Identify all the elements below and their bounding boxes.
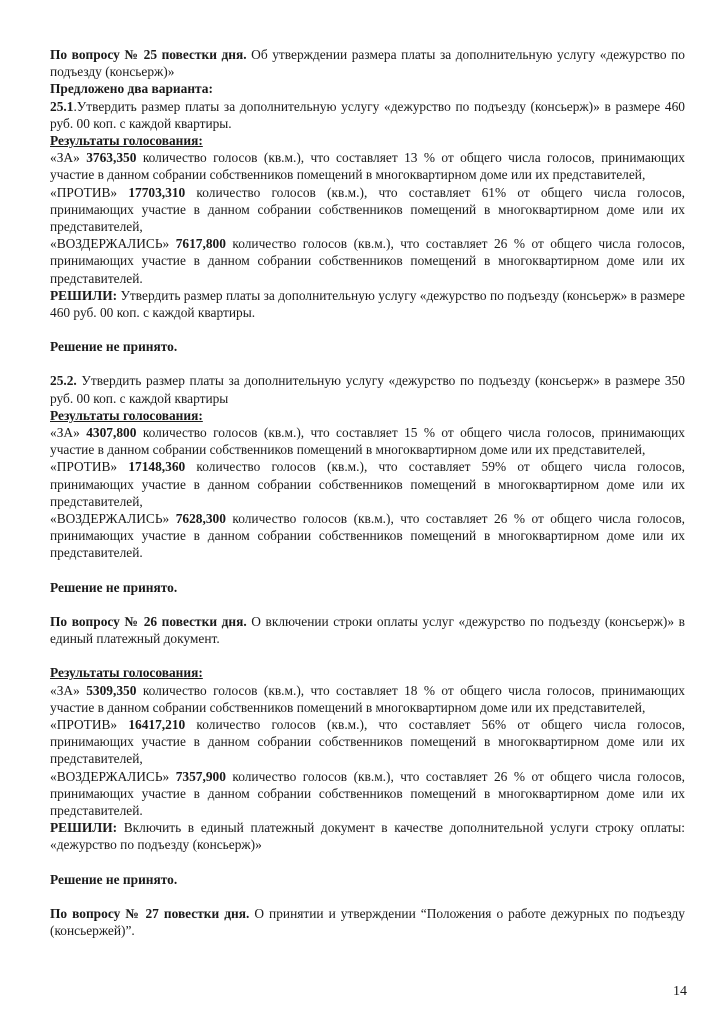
q25-opt1-za <box>50 149 685 183</box>
q25-heading-paragraph <box>50 46 685 80</box>
resolved-text: Утвердить размер платы за дополнительную услугу «дежурство по подъезду (консьерж» в размере 460 руб. 00 коп. с каждой квартиры. <box>50 287 685 321</box>
q26-heading-paragraph <box>50 613 685 647</box>
q25-opt2-protiv <box>50 458 685 510</box>
za-value: 5309,350 <box>86 682 137 698</box>
q25-opt1-paragraph <box>50 98 685 132</box>
za-label: «ЗА» <box>50 150 80 166</box>
q25-opt1-text: .Утвердить размер платы за дополнительную услугу «дежурство по подъезду (консьерж)» в размере 460 руб. 00 коп. с каждой квартиры. <box>50 98 685 131</box>
q26-title: О включении строки оплаты услуг «дежурство по подъезду (консьерж)» в единый платежный документ. <box>50 613 685 647</box>
q25-opt2-decision: Решение не принято. <box>50 579 178 595</box>
q27-title: О принятии и утверждении “Положения о работе дежурных по подъезду (консьержей)”. <box>50 905 685 938</box>
protiv-label: «ПРОТИВ» <box>50 716 118 732</box>
q26-results-label: Результаты голосования: <box>50 665 203 681</box>
protiv-text: количество голосов (кв.м.), что составляет 61% от общего числа голосов, принимающих участие в данном собрании собственников помещений в многоквартирном доме или их представителей, <box>50 184 685 235</box>
q27-heading: По вопросу № 27 повестки дня. <box>50 905 250 921</box>
vozd-text: количество голосов (кв.м.), что составляет 26 % от общего числа голосов, принимающих участие в данном собрании собственников помещений в многоквартирном доме или их представителей. <box>50 511 685 561</box>
page-number: 14 <box>673 983 687 999</box>
q25-opt2-vozd <box>50 510 685 562</box>
za-label: «ЗА» <box>50 425 80 441</box>
q25-opt1-resolved <box>50 287 685 321</box>
vozd-label: «ВОЗДЕРЖАЛИСЬ» <box>50 768 170 784</box>
za-text: количество голосов (кв.м.), что составляет 18 % от общего числа голосов, принимающих участие в данном собрании собственников помещений в многоквартирном доме или их представителей, <box>50 682 686 715</box>
vozd-label: «ВОЗДЕРЖАЛИСЬ» <box>50 511 170 527</box>
za-text: количество голосов (кв.м.), что составляет 15 % от общего числа голосов, принимающих участие в данном собрании собственников помещений в многоквартирном доме или их представителей, <box>50 425 686 458</box>
q25-opt2-text: Утвердить размер платы за дополнительную услугу «дежурство по подъезду (консьерж» в размере 350 руб. 00 коп. с каждой квартиры <box>50 373 685 406</box>
q25-heading: По вопросу № 25 повестки дня. <box>50 47 247 62</box>
resolved-label: РЕШИЛИ: <box>50 820 118 836</box>
q25-proposed: Предложено два варианта: <box>50 81 213 97</box>
vozd-value: 7357,900 <box>175 768 226 784</box>
vozd-text: количество голосов (кв.м.), что составляет 26 % от общего числа голосов, принимающих участие в данном собрании собственников помещений в многоквартирном доме или их представителей. <box>50 768 685 818</box>
q25-opt1-vozd <box>50 235 685 287</box>
vozd-value: 7617,800 <box>175 236 226 252</box>
q25-opt2-num: 25.2. <box>50 373 77 389</box>
protiv-label: «ПРОТИВ» <box>50 459 118 475</box>
q27-heading-paragraph <box>50 905 685 939</box>
protiv-value: 16417,210 <box>128 716 186 732</box>
q25-opt2-results-label: Результаты голосования: <box>50 407 203 423</box>
vozd-label: «ВОЗДЕРЖАЛИСЬ» <box>50 236 170 252</box>
q26-vozd <box>50 768 685 820</box>
q26-za <box>50 682 685 716</box>
q26-decision: Решение не принято. <box>50 871 178 887</box>
q25-opt1-decision: Решение не принято. <box>50 339 178 355</box>
resolved-text: Включить в единый платежный документ в качестве дополнительной услуги строку оплаты: «дежурство по подъезду (консьерж)» <box>50 820 685 853</box>
protiv-text: количество голосов (кв.м.), что составляет 56% от общего числа голосов, принимающих участие в данном собрании собственников помещений в многоквартирном доме или их представителей, <box>50 716 685 767</box>
q25-opt1-protiv <box>50 184 685 236</box>
za-value: 3763,350 <box>86 150 137 166</box>
q25-title: Об утверждении размера платы за дополнительную услугу «дежурство по подъезду (консьерж)» <box>50 47 685 80</box>
za-label: «ЗА» <box>50 682 80 698</box>
vozd-text: количество голосов (кв.м.), что составляет 26 % от общего числа голосов, принимающих участие в данном собрании собственников помещений в многоквартирном доме или их представителей. <box>50 236 685 286</box>
q25-opt2-za <box>50 424 685 458</box>
q25-opt1-num: 25.1 <box>50 98 74 114</box>
q26-heading: По вопросу № 26 повестки дня. <box>50 613 247 629</box>
protiv-text: количество голосов (кв.м.), что составляет 59% от общего числа голосов, принимающих участие в данном собрании собственников помещений в многоквартирном доме или их представителей, <box>50 459 685 509</box>
za-text: количество голосов (кв.м.), что составляет 13 % от общего числа голосов, принимающих участие в данном собрании собственников помещений в многоквартирном доме или их представителей, <box>50 150 686 183</box>
protiv-value: 17148,360 <box>128 459 186 475</box>
q25-opt1-results-label: Результаты голосования: <box>50 133 203 149</box>
protiv-label: «ПРОТИВ» <box>50 184 118 200</box>
q26-protiv <box>50 716 685 768</box>
resolved-label: РЕШИЛИ: <box>50 287 118 303</box>
protiv-value: 17703,310 <box>128 184 186 200</box>
vozd-value: 7628,300 <box>175 511 226 527</box>
q25-opt2-paragraph <box>50 372 685 406</box>
q26-resolved <box>50 819 685 853</box>
za-value: 4307,800 <box>86 425 137 441</box>
